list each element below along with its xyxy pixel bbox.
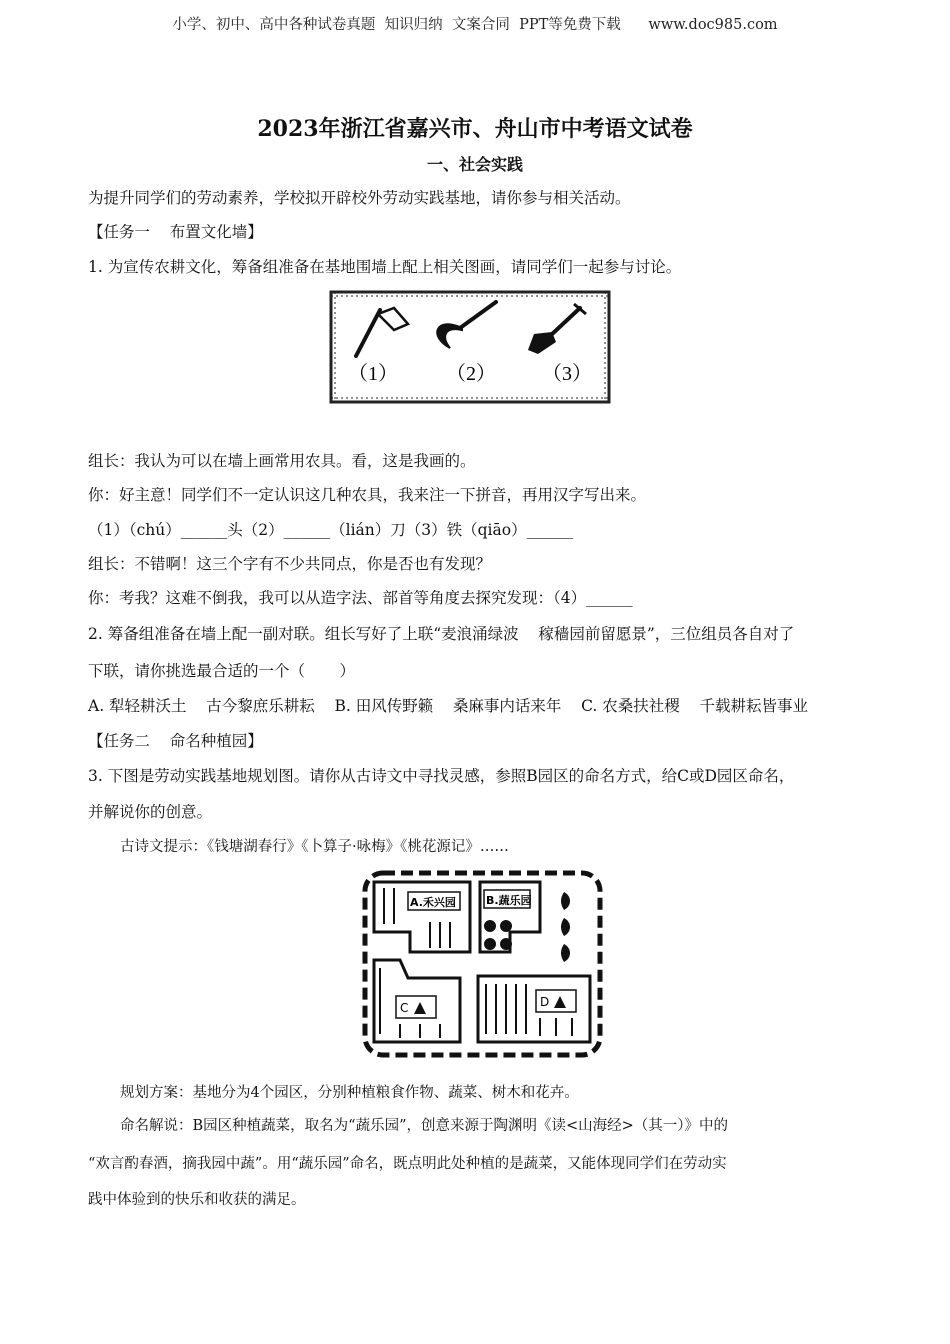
pinyin-blanks: （1）（chú）______头（2）______（lián）刀（3）铁（qiāo）______	[88, 521, 574, 539]
zone-d-label: D	[540, 995, 550, 1009]
farm-tools-figure	[328, 288, 613, 408]
dialog-leader-2: 组长：不错啊！这三个字有不少共同点，你是否也有发现？	[88, 555, 492, 573]
sickle-icon	[437, 302, 496, 348]
dialog-leader-1: 组长：我认为可以在墙上画常用农具。看，这是我画的。	[88, 452, 476, 470]
zone-c-label: C	[400, 1001, 409, 1015]
task1-heading: 【任务一 布置文化墙】	[88, 223, 263, 241]
hoe-icon	[356, 308, 408, 356]
plan-text: 规划方案：基地分为4个园区，分别种植粮食作物、蔬菜、树木和花卉。	[120, 1085, 579, 1101]
question-3-line2: 并解说你的创意。	[88, 803, 213, 821]
page-header: 小学、初中、高中各种试卷真题 知识归纳 文案合同 PPT等免费下载 www.doc985.com	[172, 17, 778, 33]
question-2-line2: 下联，请你挑选最合适的一个（ ）	[88, 662, 355, 680]
task2-heading: 【任务二 命名种植园】	[88, 732, 263, 750]
tool-label-1: （1）	[348, 363, 398, 385]
section-heading: 一、社会实践	[426, 155, 523, 174]
exam-title: 2023年浙江省嘉兴市、舟山市中考语文试卷	[257, 116, 693, 142]
zone-a-label: A.禾兴园	[410, 896, 456, 909]
naming-line1: 命名解说：B园区种植蔬菜，取名为“蔬乐园”，创意来源于陶渊明《读<山海经>（其一）》中的	[120, 1118, 729, 1134]
tool-label-2: （2）	[446, 363, 496, 385]
question-3-line1: 3. 下图是劳动实践基地规划图。请你从古诗文中寻找灵感，参照B园区的命名方式，给C或D园区命名，	[88, 767, 795, 785]
poem-hint: 古诗文提示：《钱塘湖春行》《卜算子·咏梅》《桃花源记》……	[120, 839, 509, 855]
question-1: 1. 为宣传农耕文化，筹备组准备在基地围墙上配上相关图画，请同学们一起参与讨论。	[88, 258, 682, 276]
naming-line2: “欢言酌春酒，摘我园中蔬”。用“蔬乐园”命名，既点明此处种植的是蔬菜，又能体现同学们在劳动实	[88, 1156, 727, 1172]
question-2-options: A. 犁轻耕沃土 古今黎庶乐耕耘 B. 田风传野籁 桑麻事内话来年 C. 农桑扶社稷 千载耕耘皆事业	[88, 697, 808, 715]
intro-text: 为提升同学们的劳动素养，学校拟开辟校外劳动实践基地，请你参与相关活动。	[88, 189, 631, 207]
base-plan-map	[360, 868, 605, 1060]
naming-line3: 践中体验到的快乐和收获的满足。	[88, 1192, 306, 1208]
dialog-you-1: 你：好主意！同学们不一定认识这几种农具，我来注一下拼音，再用汉字写出来。	[88, 486, 647, 504]
zone-b-label: B.蔬乐园	[486, 894, 532, 907]
shovel-icon	[528, 304, 586, 354]
dialog-you-2: 你：考我？这难不倒我，我可以从造字法、部首等角度去探究发现：（4）______	[88, 589, 633, 607]
tool-label-3: （3）	[542, 363, 592, 385]
question-2-line1: 2. 筹备组准备在墙上配一副对联。组长写好了上联“麦浪涌绿波 稼穑园前留愿景”，三位组员各自对了	[88, 625, 795, 643]
